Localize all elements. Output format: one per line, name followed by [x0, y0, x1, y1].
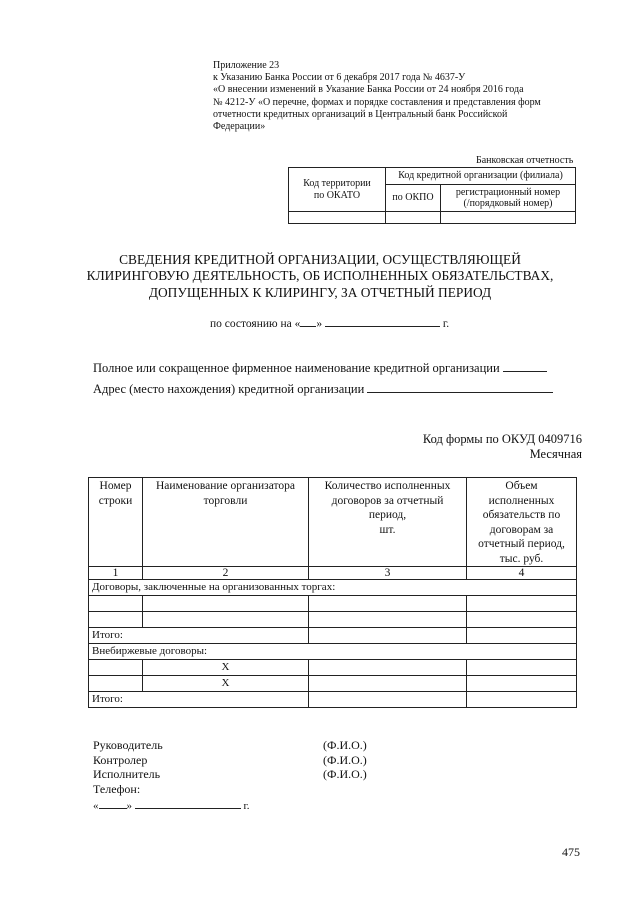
org-name-field[interactable] [503, 360, 547, 372]
territory-code-header: Код территории по ОКАТО [289, 168, 386, 212]
form-code: Код формы по ОКУД 0409716 [422, 432, 582, 446]
executor-label: Исполнитель [93, 767, 161, 782]
bank-reporting-label: Банковская отчетность [476, 155, 574, 166]
reg-number-cell[interactable] [441, 212, 576, 224]
org-code-header: Код кредитной организации (филиала) [386, 168, 576, 185]
okpo-cell[interactable] [386, 212, 441, 224]
table-cell[interactable] [143, 612, 309, 628]
header-row-number: Номер строки [89, 478, 143, 567]
x-mark: X [143, 660, 309, 676]
territory-code-cell[interactable] [289, 212, 386, 224]
reg-number-header: регистрационный номер (/порядковый номер) [441, 185, 576, 212]
okpo-header: по ОКПО [386, 185, 441, 212]
appendix-line: «О внесении изменений в Указание Банка России от 24 ноября 2016 года [213, 84, 524, 96]
column-number: 4 [467, 567, 577, 580]
appendix-line: к Указанию Банка России от 6 декабря 2017 года № 4637-У [213, 72, 466, 84]
table-cell[interactable] [467, 612, 577, 628]
org-address-field[interactable] [367, 381, 553, 393]
table-row [89, 596, 577, 612]
month-year-blank[interactable] [325, 315, 440, 327]
table-cell[interactable] [89, 612, 143, 628]
controller-fio: (Ф.И.О.) [323, 752, 367, 767]
x-mark: X [143, 676, 309, 692]
total-row [89, 692, 577, 708]
column-number: 2 [143, 567, 309, 580]
periodicity: Месячная [529, 447, 582, 461]
appendix-line: Приложение 23 [213, 60, 280, 71]
org-name-line: Полное или сокращенное фирменное наименование кредитной организации [93, 360, 547, 376]
executor-fio: (Ф.И.О.) [323, 767, 367, 782]
table-cell[interactable] [467, 676, 577, 692]
table-cell[interactable] [467, 692, 577, 708]
header-organizer: Наименование организатора торговли [143, 478, 309, 567]
sign-month-year-blank[interactable] [135, 797, 241, 809]
header-contracts-count: Количество исполненных договоров за отчетный период, шт. [309, 478, 467, 567]
table-cell[interactable] [309, 660, 467, 676]
table-cell[interactable] [309, 596, 467, 612]
section-row [89, 580, 577, 596]
org-address-line: Адрес (место нахождения) кредитной организации [93, 381, 553, 397]
table-row [89, 676, 577, 692]
table-cell[interactable] [89, 596, 143, 612]
column-numbers-row [89, 567, 577, 580]
column-number: 1 [89, 567, 143, 580]
page-title: СВЕДЕНИЯ КРЕДИТНОЙ ОРГАНИЗАЦИИ, ОСУЩЕСТВЛЯЮЩЕЙ КЛИРИНГОВУЮ ДЕЯТЕЛЬНОСТЬ, ОБ ИСПОЛНЕННЫХ ОБЯЗАТЕЛЬСТВАХ, ДОПУЩЕННЫХ К КЛИРИНГУ, ЗА ОТЧЕТНЫЙ ПЕРИОД [86, 252, 554, 300]
controller-label: Контролер [93, 752, 148, 767]
head-fio: (Ф.И.О.) [323, 738, 367, 752]
table-row [89, 612, 577, 628]
appendix-header [213, 60, 588, 133]
column-number: 3 [309, 567, 467, 580]
appendix-line: отчетности кредитных организаций в Центральный банк Российской [213, 108, 508, 120]
table-cell[interactable] [89, 676, 143, 692]
table-cell[interactable] [467, 628, 577, 644]
signatures-block [93, 738, 367, 796]
day-blank[interactable] [300, 315, 316, 327]
total-row [89, 628, 577, 644]
header-obligations-volume: Объем исполненных обязательств по договорам за отчетный период, тыс. руб. [467, 478, 577, 567]
table-cell[interactable] [309, 612, 467, 628]
head-label: Руководитель [93, 738, 163, 752]
table-cell[interactable] [467, 596, 577, 612]
table-cell[interactable] [309, 628, 467, 644]
section-row [89, 644, 577, 660]
total-label: Итого: [89, 692, 309, 708]
section-otc: Внебиржевые договоры: [89, 644, 577, 660]
form-code-block [400, 432, 582, 462]
table-cell[interactable] [143, 596, 309, 612]
table-cell[interactable] [309, 676, 467, 692]
section-organized-trading: Договоры, заключенные на организованных торгах: [89, 580, 577, 596]
table-cell[interactable] [309, 692, 467, 708]
sign-day-blank[interactable] [99, 797, 127, 809]
table-cell[interactable] [467, 660, 577, 676]
appendix-line: № 4212-У «О перечне, формах и порядке составления и представления форм [213, 96, 541, 108]
page-number: 475 [562, 845, 580, 859]
obligations-table [88, 477, 577, 708]
phone-label: Телефон: [93, 781, 141, 796]
total-label: Итого: [89, 628, 309, 644]
table-cell[interactable] [89, 660, 143, 676]
codes-table [288, 167, 576, 224]
as-of-date: по состоянию на « » г. [210, 315, 449, 330]
sign-date: « » г. [93, 797, 250, 812]
table-row [89, 660, 577, 676]
appendix-line: Федерации» [213, 121, 266, 133]
